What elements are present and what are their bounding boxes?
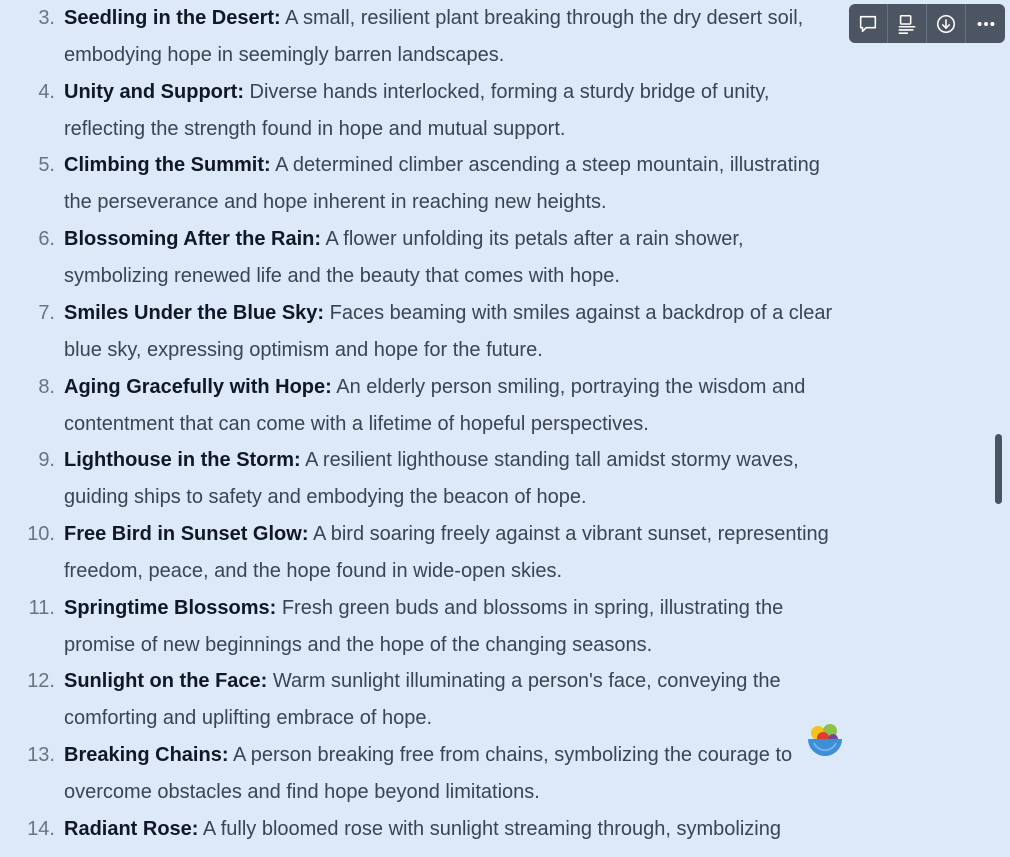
floating-toolbar <box>849 4 1005 43</box>
list-item-description-line1: Faces beaming with smiles against a backdrop of a clear <box>324 301 833 324</box>
list-item-title: Springtime Blossoms: <box>64 596 277 619</box>
list-item-description-line1: A fully bloomed rose with sunlight streaming through, symbolizing <box>198 817 781 840</box>
list-item-description-line2: contentment that can come with a lifetime of hopeful perspectives. <box>64 412 649 435</box>
list-item-text <box>64 737 864 811</box>
comment-button[interactable] <box>849 4 888 43</box>
list-item-description-line1: A person breaking free from chains, symbolizing the courage to <box>228 744 793 766</box>
list-item-title: Climbing the Summit: <box>64 154 271 177</box>
list-item-description-line2: the perseverance and hope inherent in reaching new heights. <box>64 191 607 214</box>
list-item-description-line2: guiding ships to safety and embodying the beacon of hope. <box>64 486 587 509</box>
list-item-number: 9. <box>38 449 55 472</box>
scrollbar-thumb[interactable] <box>995 434 1002 504</box>
list-item-title: Breaking Chains: <box>64 744 229 766</box>
list-item-text <box>64 74 864 148</box>
list-item-description-line2: promise of new beginnings and the hope of the changing seasons. <box>64 633 653 656</box>
list-item-text <box>64 811 864 848</box>
list-item-text <box>64 221 864 295</box>
list-item-text <box>64 516 864 590</box>
list-item-number: 6. <box>38 228 55 251</box>
list-item-description-line1: A determined climber ascending a steep mountain, illustrating <box>270 154 820 177</box>
list-item-title: Unity and Support: <box>64 80 244 103</box>
list-item-title: Seedling in the Desert: <box>64 7 281 29</box>
download-icon <box>935 13 957 35</box>
list-item-text <box>64 295 864 369</box>
list-item-number: 14. <box>27 817 55 840</box>
list-item-number: 8. <box>38 375 55 398</box>
list-item-number: 11. <box>28 596 55 619</box>
list-item-title: Sunlight on the Face: <box>64 670 268 693</box>
bowl-avatar-icon[interactable] <box>806 721 844 759</box>
list-item-text <box>64 0 864 74</box>
download-button[interactable] <box>927 4 966 43</box>
list-item-title: Radiant Rose: <box>64 817 199 840</box>
list-item-title: Free Bird in Sunset Glow: <box>64 522 309 545</box>
list-item-description-line2: overcome obstacles and find hope beyond limitations. <box>64 781 540 803</box>
comment-icon <box>857 13 879 35</box>
list-item-number: 7. <box>38 301 55 324</box>
list-item-number: 12. <box>27 670 55 693</box>
list-item-description-line1: Fresh green buds and blossoms in spring, illustrating the <box>276 596 784 619</box>
outline-icon <box>896 13 918 35</box>
list-item-description-line1: An elderly person smiling, portraying the wisdom and <box>331 375 806 398</box>
list-item-number: 3. <box>38 7 55 29</box>
list-item-description-line2: comforting and uplifting embrace of hope. <box>64 707 432 730</box>
list-item-number: 5. <box>38 154 55 177</box>
list-item-text <box>64 147 864 221</box>
list-item-title: Smiles Under the Blue Sky: <box>64 301 325 324</box>
list-item-text <box>64 369 864 443</box>
list-item-number: 10. <box>27 522 55 545</box>
more-button[interactable] <box>966 4 1005 43</box>
list-item-description-line1: A flower unfolding its petals after a rain shower, <box>321 228 744 251</box>
outline-button[interactable] <box>888 4 927 43</box>
list-item-text <box>64 442 864 516</box>
list-item-description-line2: embodying hope in seemingly barren landscapes. <box>64 44 505 66</box>
list-item-text <box>64 590 864 664</box>
list-item-number: 13. <box>27 744 55 766</box>
more-icon <box>975 13 997 35</box>
list-item-description-line1: A resilient lighthouse standing tall amidst stormy waves, <box>300 449 799 472</box>
list-item-text <box>64 663 864 737</box>
list-item-title: Aging Gracefully with Hope: <box>64 375 332 398</box>
list-item-description-line2: freedom, peace, and the hope found in wide-open skies. <box>64 559 563 582</box>
list-item-title: Blossoming After the Rain: <box>64 228 322 251</box>
list-item-description-line2: symbolizing renewed life and the beauty that comes with hope. <box>64 265 620 288</box>
list-item-description-line2: blue sky, expressing optimism and hope for the future. <box>64 338 543 361</box>
list-item-description-line1: Diverse hands interlocked, forming a sturdy bridge of unity, <box>243 80 770 103</box>
list-item-description-line1: A small, resilient plant breaking through the dry desert soil, <box>280 7 804 29</box>
list-item-title: Lighthouse in the Storm: <box>64 449 301 472</box>
list-item-description-line2: reflecting the strength found in hope and mutual support. <box>64 117 566 140</box>
list-item-description-line1: Warm sunlight illuminating a person's face, conveying the <box>267 670 781 693</box>
list-item-number: 4. <box>38 80 55 103</box>
list-item-description-line1: A bird soaring freely against a vibrant sunset, representing <box>308 522 829 545</box>
